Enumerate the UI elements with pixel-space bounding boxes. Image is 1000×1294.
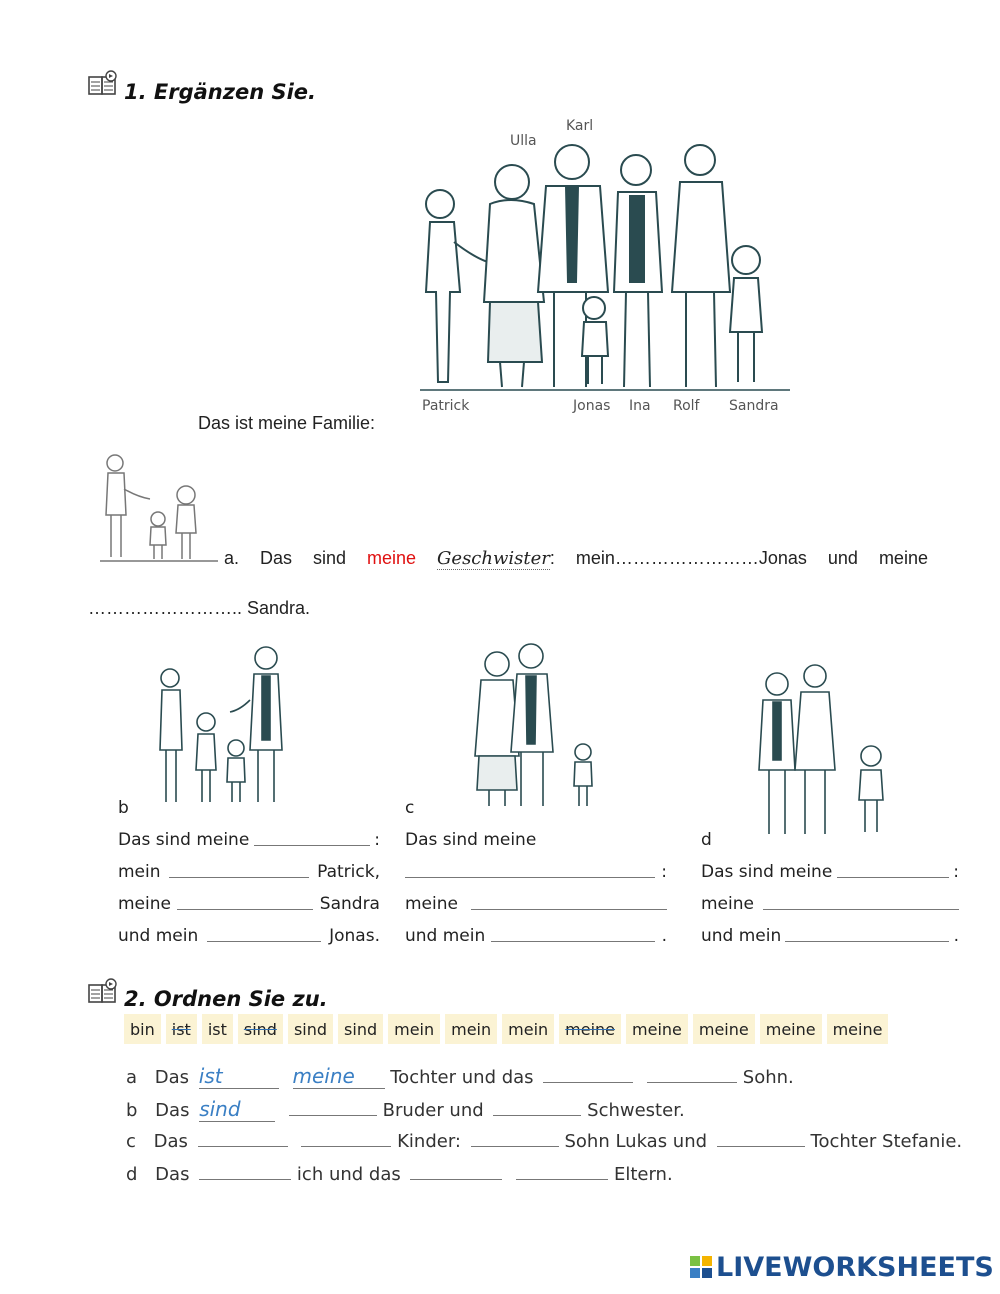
liveworksheets-logo <box>690 1252 994 1283</box>
a-word-sind: sind <box>313 548 347 568</box>
word-mein[interactable]: mein <box>502 1014 554 1044</box>
ex2-a-answer-2[interactable]: meine <box>293 1064 385 1089</box>
sentence-a <box>224 548 928 569</box>
a-word-meine: meine <box>878 548 928 568</box>
figure-sandra <box>730 246 762 382</box>
ex2-a-blank-3[interactable] <box>543 1067 633 1083</box>
d-line-3 <box>701 926 959 946</box>
d-letter: d <box>701 830 712 850</box>
ex2-a-text-1: Tochter und das <box>390 1067 534 1088</box>
c-text-1: Das sind meine <box>405 830 537 850</box>
c-blank-1[interactable] <box>405 862 655 878</box>
ex2-c-blank-2[interactable] <box>301 1131 391 1147</box>
word-ist[interactable]: ist <box>202 1014 233 1044</box>
ex2-d-blank-2[interactable] <box>410 1164 502 1180</box>
ex2-c-text-1: Kinder: <box>397 1131 461 1152</box>
d-line-1 <box>701 862 959 882</box>
logo-text: LIVEWORKSHEETS <box>716 1252 994 1283</box>
ex2-b-letter: b <box>126 1100 138 1121</box>
ex2-d-text-1: ich und das <box>296 1164 401 1185</box>
name-rolf: Rolf <box>673 398 700 414</box>
b-text-2-end: Patrick, <box>317 862 380 882</box>
ex2-d-text-2: Eltern. <box>613 1164 673 1185</box>
ex2-b-das: Das <box>155 1100 190 1121</box>
d-blank-3[interactable] <box>785 926 949 942</box>
name-jonas: Jonas <box>573 398 611 414</box>
a-colon: : <box>549 548 555 568</box>
b-text-1-end: : <box>374 830 380 850</box>
ex2-b-text-1: Bruder und <box>382 1100 484 1121</box>
word-mein[interactable]: mein <box>388 1014 440 1044</box>
b-line-3 <box>118 894 380 914</box>
word-bin[interactable]: bin <box>124 1014 161 1044</box>
word-meine[interactable]: meine <box>693 1014 755 1044</box>
b-line-2 <box>118 862 380 882</box>
ex2-a-letter: a <box>126 1067 138 1088</box>
ex2-b-answer-1[interactable]: sind <box>199 1097 275 1122</box>
b-blank-4[interactable] <box>207 926 321 942</box>
b-text-3-end: Sandra <box>319 894 380 914</box>
word-meine[interactable]: meine <box>760 1014 822 1044</box>
figure-ina <box>614 155 662 387</box>
intro-text: Das ist meine Familie: <box>198 413 376 433</box>
ex2-c-blank-3[interactable] <box>471 1131 559 1147</box>
c-line-4 <box>405 926 667 946</box>
d-text-1: Das sind meine <box>701 862 833 882</box>
name-patrick: Patrick <box>422 398 470 414</box>
b-letter: b <box>118 798 129 818</box>
c-letter: c <box>405 798 415 818</box>
name-ulla: Ulla <box>510 133 537 149</box>
a-word-meine-red: meine <box>367 548 417 568</box>
d-line-2 <box>701 894 959 914</box>
b-blank-1[interactable] <box>254 830 370 846</box>
ex2-c-letter: c <box>126 1131 136 1152</box>
ex2-d-blank-3[interactable] <box>516 1164 608 1180</box>
ex2-c-blank-1[interactable] <box>198 1131 288 1147</box>
ex2-row-a <box>126 1064 794 1089</box>
illustration-c <box>465 640 605 810</box>
a-label: a. <box>224 548 240 568</box>
ex2-b-text-2: Schwester. <box>587 1100 685 1121</box>
word-sind[interactable]: sind <box>338 1014 383 1044</box>
siblings-illustration <box>98 445 228 567</box>
c-line-2 <box>405 862 667 882</box>
d-text-3: und mein <box>701 926 782 946</box>
a-blank-sandra[interactable]: …………………….. Sandra. <box>88 598 311 618</box>
b-blank-2[interactable] <box>169 862 309 878</box>
ex2-c-das: Das <box>153 1131 188 1152</box>
figure-rolf <box>672 145 730 387</box>
figure-ulla <box>484 165 544 387</box>
b-text-4: und mein <box>118 926 199 946</box>
name-ina: Ina <box>629 398 651 414</box>
word-meine-used: meine <box>559 1014 621 1044</box>
ex2-row-d <box>126 1164 673 1185</box>
exercise1-title: 1. Ergänzen Sie. <box>124 80 317 104</box>
c-line-3 <box>405 894 667 914</box>
d-blank-1[interactable] <box>837 862 949 878</box>
exercise2-title: 2. Ordnen Sie zu. <box>124 987 328 1011</box>
d-text-3-end: . <box>953 926 959 946</box>
ex2-b-blank-3[interactable] <box>493 1100 581 1116</box>
ex2-c-text-2: Sohn Lukas und <box>564 1131 708 1152</box>
b-blank-3[interactable] <box>177 894 313 910</box>
d-text-1-end: : <box>953 862 959 882</box>
ex2-c-text-3: Tochter Stefanie. <box>810 1131 963 1152</box>
ex2-a-answer-1[interactable]: ist <box>199 1064 279 1089</box>
b-text-2: mein <box>118 862 161 882</box>
ex2-row-c <box>126 1131 962 1152</box>
word-meine[interactable]: meine <box>626 1014 688 1044</box>
book-audio-icon <box>88 70 118 96</box>
name-karl: Karl <box>566 118 594 134</box>
c-text-4: und mein <box>405 926 486 946</box>
geschwister-word: Geschwister <box>437 548 550 569</box>
word-sind-used: sind <box>238 1014 283 1044</box>
ex2-row-b <box>126 1097 685 1122</box>
c-text-3: meine <box>405 894 458 914</box>
word-bank <box>124 1014 888 1044</box>
ex2-a-das: Das <box>154 1067 190 1088</box>
ex2-c-blank-4[interactable] <box>717 1131 805 1147</box>
ex2-d-blank-1[interactable] <box>199 1164 291 1180</box>
book-audio-icon-2 <box>88 978 118 1004</box>
ex2-a-blank-4[interactable] <box>647 1067 737 1083</box>
word-meine[interactable]: meine <box>827 1014 889 1044</box>
b-line-4 <box>118 926 380 946</box>
b-text-4-end: Jonas. <box>329 926 380 946</box>
ex2-d-das: Das <box>155 1164 190 1185</box>
word-sind[interactable]: sind <box>288 1014 333 1044</box>
b-text-3: meine <box>118 894 171 914</box>
c-text-4-end: . <box>661 926 667 946</box>
liveworksheets-logo-icon <box>690 1256 712 1280</box>
b-line-1 <box>118 830 380 850</box>
d-blank-2[interactable] <box>763 894 959 910</box>
illustration-b <box>150 640 300 808</box>
ex2-d-letter: d <box>126 1164 138 1185</box>
c-text-2-end: : <box>661 862 667 882</box>
word-ist-used: ist <box>166 1014 197 1044</box>
c-blank-3[interactable] <box>491 926 655 942</box>
family-illustration <box>410 112 800 422</box>
name-sandra: Sandra <box>729 398 779 414</box>
b-text-1: Das sind meine <box>118 830 250 850</box>
ex2-b-blank-2[interactable] <box>289 1100 377 1116</box>
a-word-das: Das <box>260 548 293 568</box>
illustration-d <box>755 660 905 840</box>
c-blank-2[interactable] <box>471 894 667 910</box>
word-mein[interactable]: mein <box>445 1014 497 1044</box>
d-text-2: meine <box>701 894 754 914</box>
a-blank-jonas[interactable]: mein……………………Jonas <box>575 548 807 568</box>
ex2-a-text-2: Sohn. <box>742 1067 794 1088</box>
a-word-und: und <box>827 548 858 568</box>
